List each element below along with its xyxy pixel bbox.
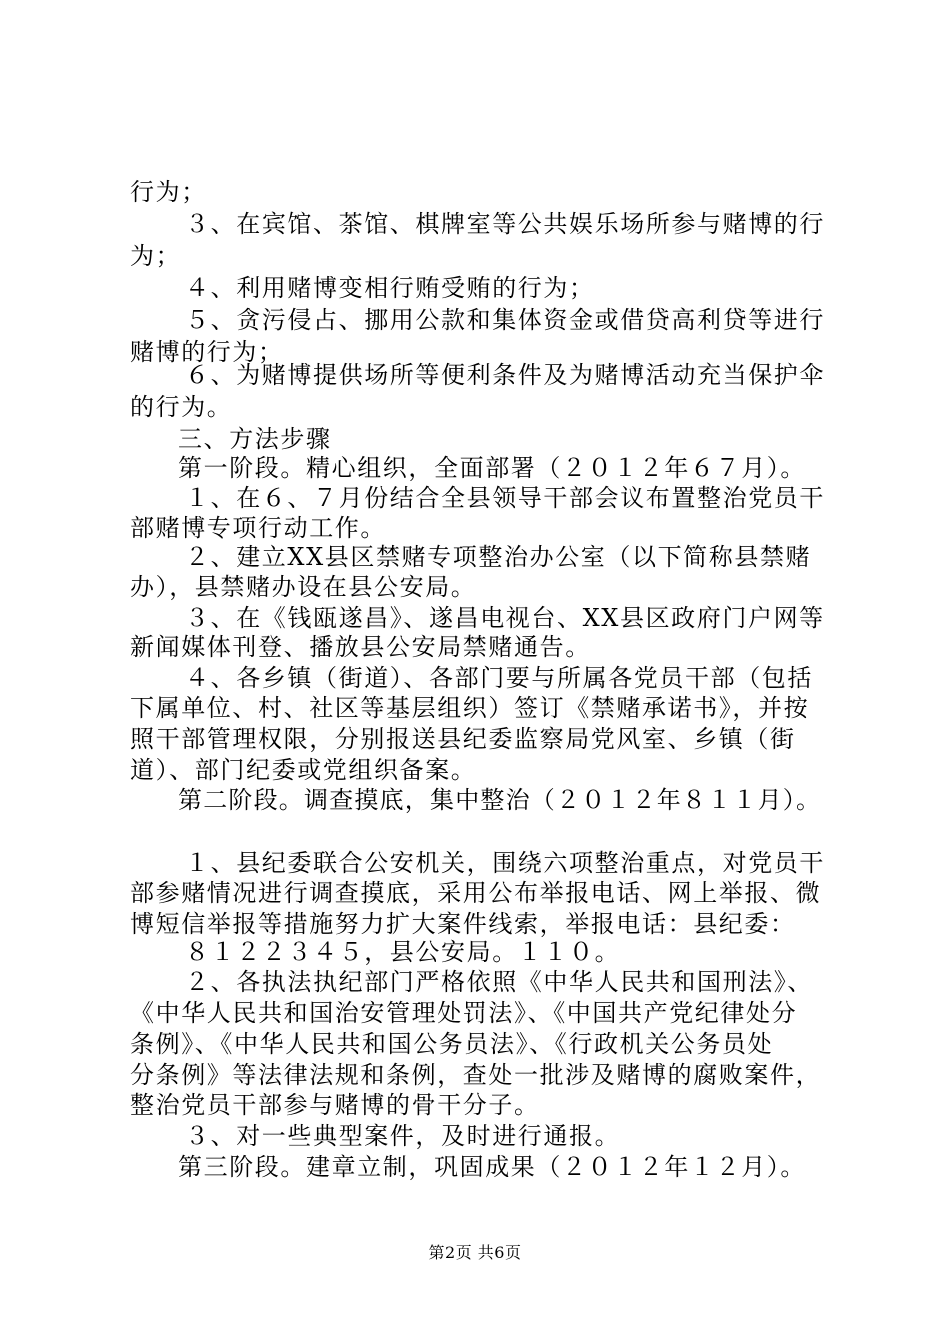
text-line: ２、各执法执纪部门严格依照《中华人民共和国刑法》、 — [185, 968, 813, 996]
text-line: ３、在《钱瓯遂昌》、遂昌电视台、XX县区政府门户网等 — [185, 604, 825, 632]
text-line: 分条例》等法律法规和条例，查处一批涉及赌博的腐败案件， — [130, 1061, 822, 1089]
stage-heading: 第三阶段。建章立制，巩固成果（２０１２年１２月）。 — [178, 1153, 806, 1181]
text-line: 下属单位、村、社区等基层组织）签订《禁赌承诺书》，并按 — [130, 694, 810, 722]
page-number-footer: 第2页 共6页 — [428, 1243, 522, 1262]
text-line: ２、建立XX县区禁赌专项整治办公室（以下简称县禁赌 — [185, 543, 812, 571]
text-line: 部赌博专项行动工作。 — [130, 514, 386, 542]
text-line: １、县纪委联合公安机关，围绕六项整治重点，对党员干 — [185, 849, 825, 877]
text-line: ５、贪污侵占、挪用公款和集体资金或借贷高利贷等进行 — [185, 306, 825, 334]
text-line: 的行为。 — [130, 393, 233, 421]
text-line: 为； — [130, 242, 182, 270]
stage-heading: 第一阶段。精心组织，全面部署（２０１２年６７月）。 — [178, 454, 806, 482]
text-line: 赌博的行为； — [130, 338, 284, 366]
text-line: 道）、部门纪委或党组织备案。 — [130, 756, 477, 784]
text-line: 整治党员干部参与赌博的骨干分子。 — [130, 1091, 540, 1119]
text-line: 照干部管理权限，分别报送县纪委监察局党风室、乡镇（街 — [130, 725, 796, 753]
section-heading: 三、方法步骤 — [178, 425, 332, 453]
text-line: ４、利用赌博变相行贿受贿的行为； — [185, 274, 595, 302]
text-line: 行为； — [130, 178, 207, 206]
text-line: 条例》、《中华人民共和国公务员法》、《行政机关公务员处 — [130, 1030, 774, 1058]
text-line: 部参赌情况进行调查摸底，采用公布举报电话、网上举报、微 — [130, 879, 822, 907]
text-line: 新闻媒体刊登、播放县公安局禁赌通告。 — [130, 633, 591, 661]
text-line: 博短信举报等措施努力扩大案件线索，举报电话：县纪委： — [130, 910, 796, 938]
text-line: ８１２２３４５，县公安局。１１０。 — [185, 938, 621, 966]
stage-heading: 第二阶段。调查摸底，集中整治（２０１２年８１１月）。 — [178, 786, 822, 814]
text-line: ３、在宾馆、茶馆、棋牌室等公共娱乐场所参与赌博的行 — [185, 210, 825, 238]
text-line: ４、各乡镇（街道）、各部门要与所属各党员干部（包括 — [185, 664, 813, 692]
text-line: ６、为赌博提供场所等便利条件及为赌博活动充当保护伞 — [185, 361, 825, 389]
text-line: ３、对一些典型案件，及时进行通报。 — [185, 1122, 621, 1150]
text-line: 办），县禁赌办设在县公安局。 — [130, 573, 477, 601]
text-line: １、在６、７月份结合全县领导干部会议布置整治党员干 — [185, 484, 825, 512]
text-line: 《中华人民共和国治安管理处罚法》、《中国共产党纪律处分 — [130, 999, 798, 1027]
